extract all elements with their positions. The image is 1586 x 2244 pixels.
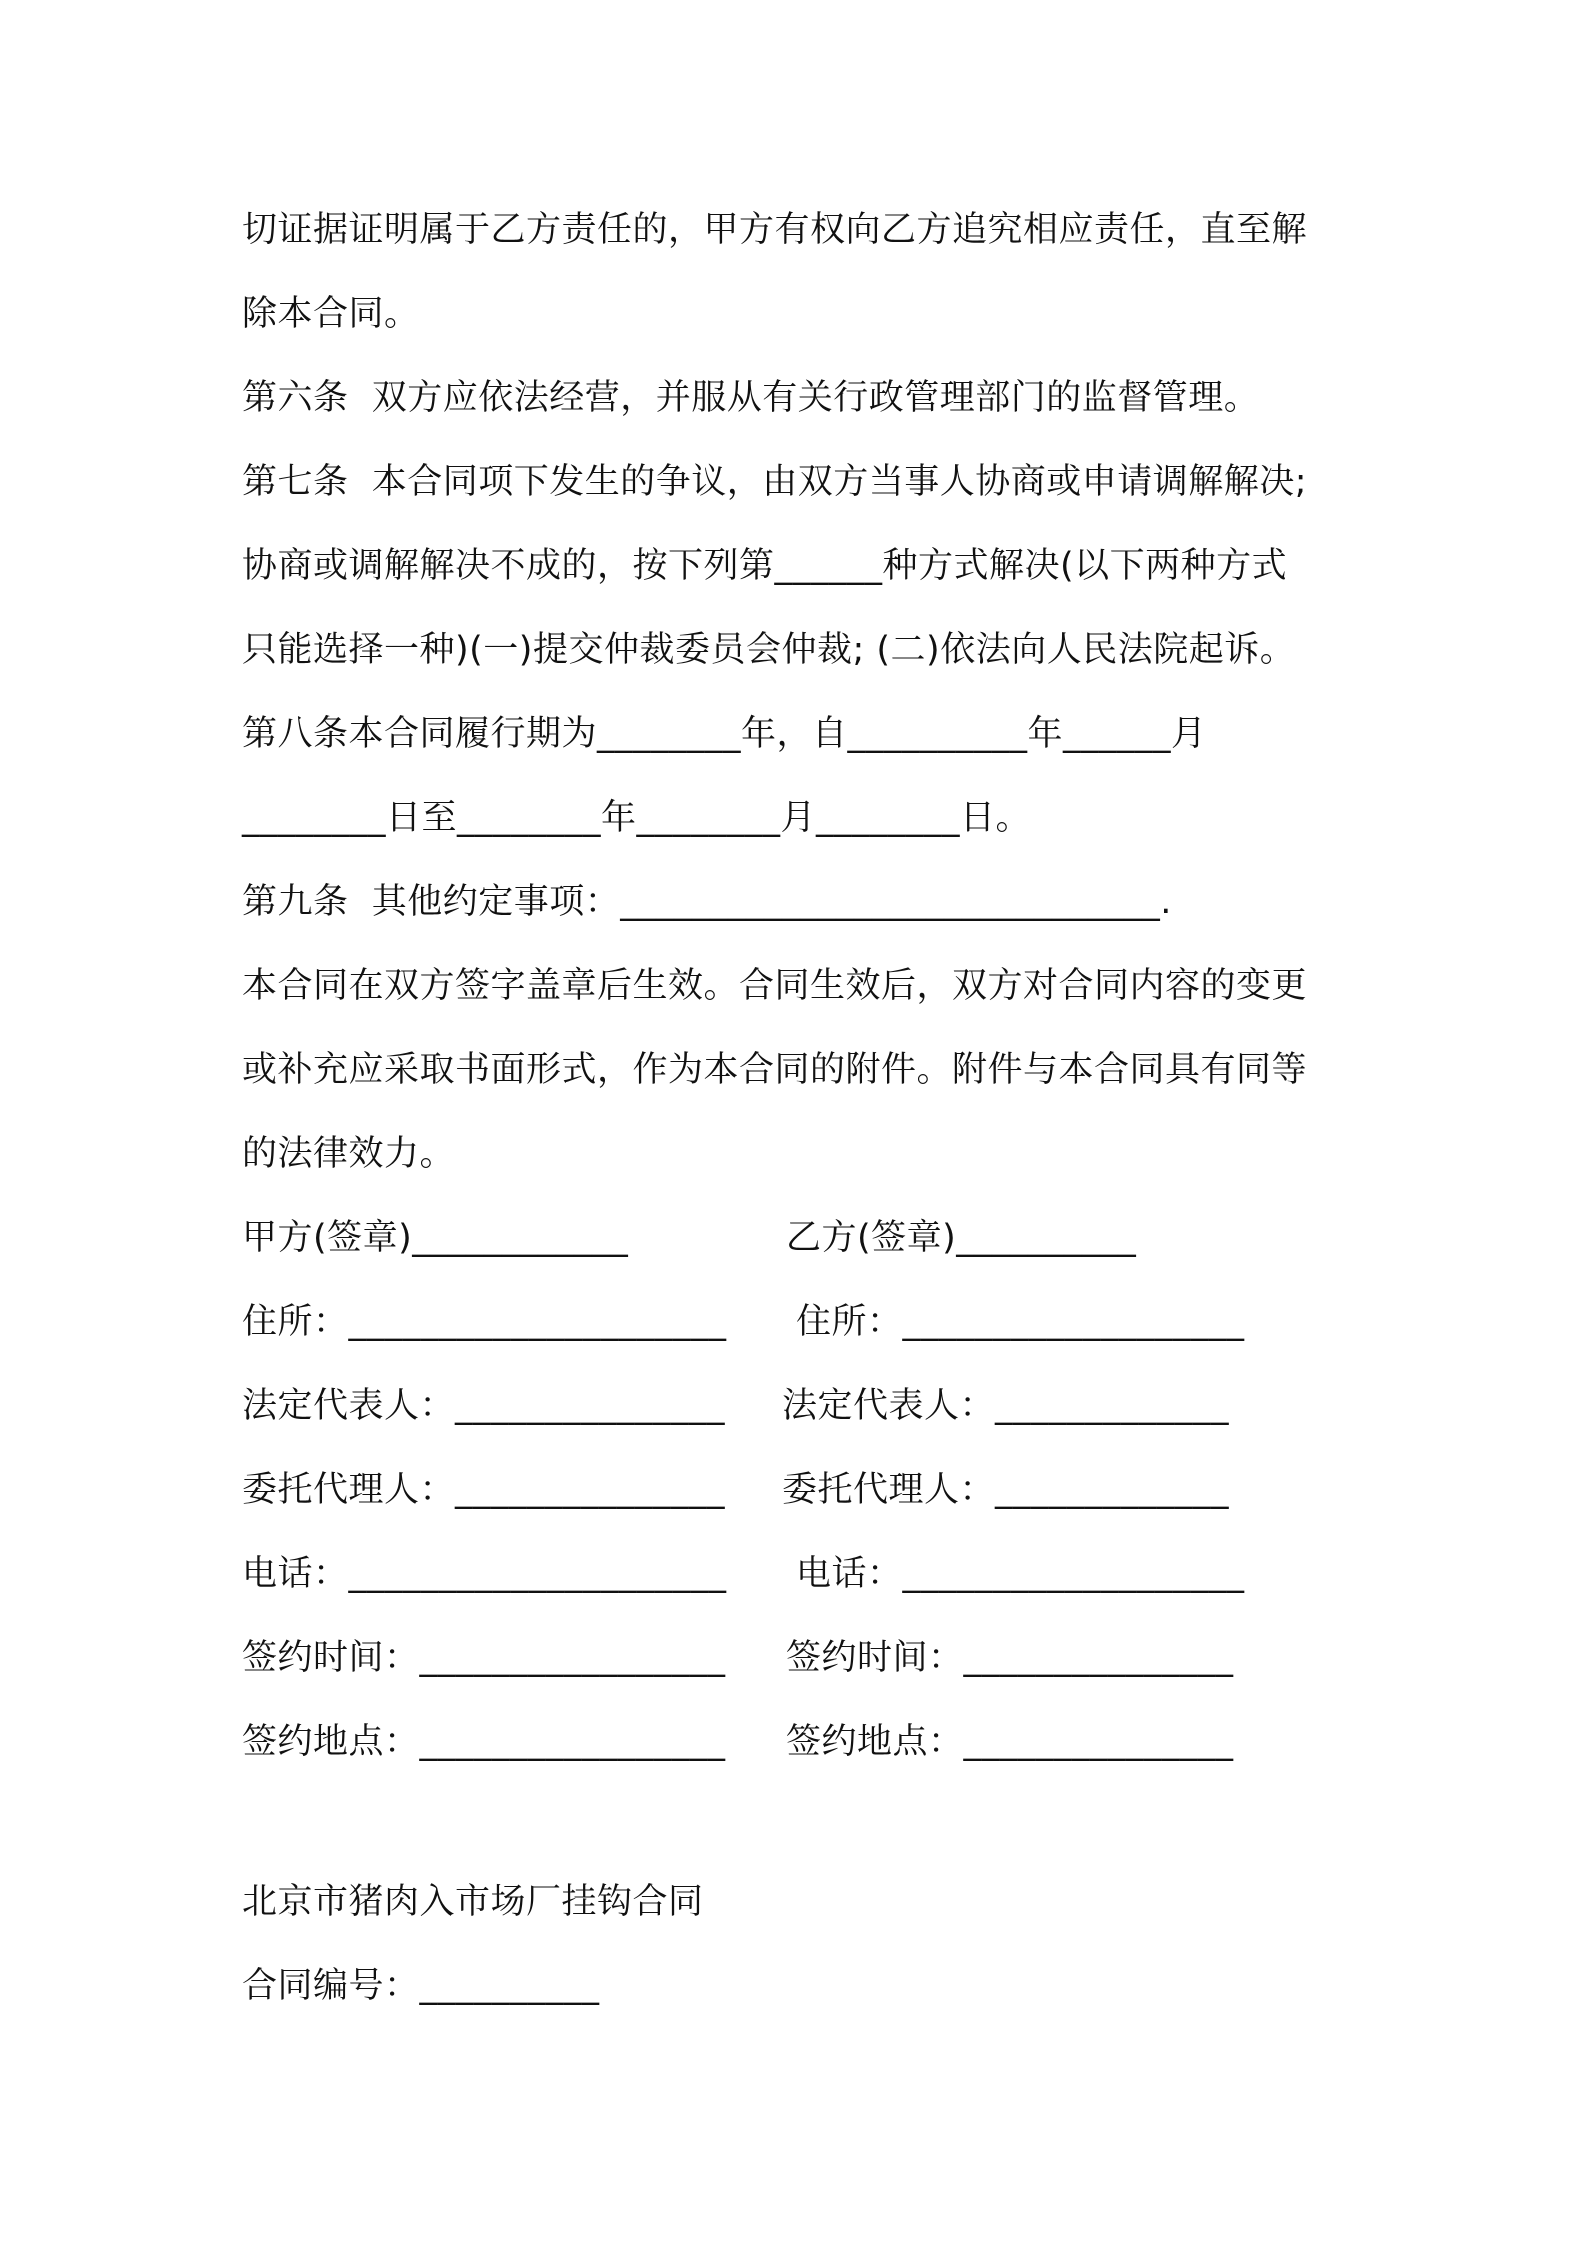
party-b-phone: 电话：___________________ (796, 1554, 1245, 1594)
party-b-legal-rep: 法定代表人：_____________ (782, 1386, 1230, 1426)
party-b-sign-date: 签约时间：_______________ (786, 1638, 1234, 1678)
party-a-sign-place: 签约地点：_________________ (242, 1722, 726, 1762)
party-b-agent: 委托代理人：_____________ (782, 1470, 1230, 1510)
paragraph-line: 切证据证明属于乙方责任的，甲方有权向乙方追究相应责任，直至解 (242, 210, 1308, 250)
party-b-address: 住所：___________________ (796, 1302, 1245, 1342)
party-a-phone: 电话：_____________________ (242, 1554, 727, 1594)
article-9: 第九条 其他约定事项：______________________________. (242, 882, 1172, 922)
party-a-address: 住所：_____________________ (242, 1302, 727, 1342)
party-b-seal: 乙方(签章)__________ (786, 1218, 1137, 1258)
article-7-line: 第七条 本合同项下发生的争议，由双方当事人协商或申请调解解决; (242, 462, 1308, 502)
article-8-line: ________日至________年________月________日。 (242, 798, 1032, 838)
article-8-line: 第八条本合同履行期为________年，自__________年______月 (242, 714, 1207, 754)
party-a-agent: 委托代理人：_______________ (242, 1470, 726, 1510)
party-b-sign-place: 签约地点：_______________ (786, 1722, 1234, 1762)
paragraph-line: 除本合同。 (242, 294, 420, 334)
article-7-line: 只能选择一种)(一)提交仲裁委员会仲裁; (二)依法向人民法院起诉。 (242, 630, 1296, 670)
effect-clause-line: 或补充应采取书面形式，作为本合同的附件。附件与本合同具有同等 (242, 1050, 1308, 1090)
article-6: 第六条 双方应依法经营，并服从有关行政管理部门的监督管理。 (242, 378, 1260, 418)
article-7-line: 协商或调解解决不成的，按下列第______种方式解决(以下两种方式 (242, 546, 1288, 586)
contract-number: 合同编号：__________ (242, 1966, 600, 2006)
party-a-sign-date: 签约时间：_________________ (242, 1638, 726, 1678)
party-a-seal: 甲方(签章)____________ (242, 1218, 629, 1258)
party-a-legal-rep: 法定代表人：_______________ (242, 1386, 726, 1426)
next-document-title: 北京市猪肉入市场厂挂钩合同 (242, 1882, 704, 1922)
effect-clause-line: 的法律效力。 (242, 1134, 456, 1174)
effect-clause-line: 本合同在双方签字盖章后生效。合同生效后，双方对合同内容的变更 (242, 966, 1308, 1006)
